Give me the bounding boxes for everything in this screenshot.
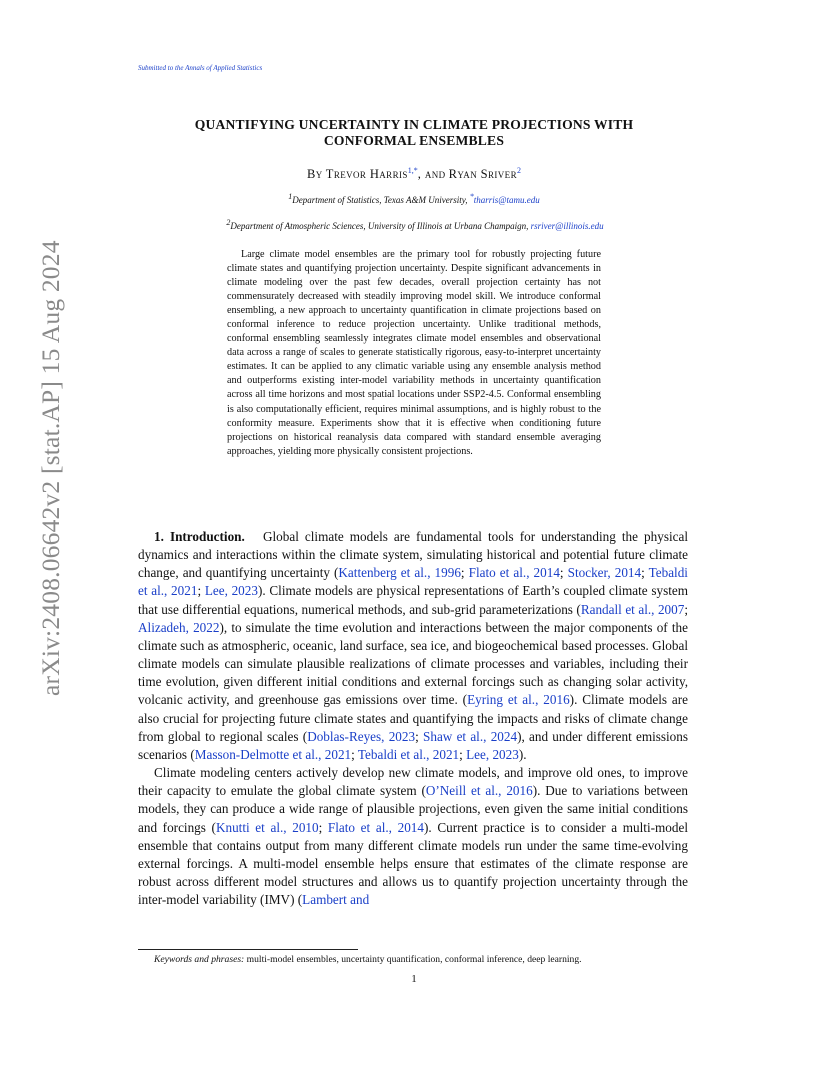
citation-separator: ; <box>415 728 424 744</box>
p1-text-1: Global climate models are fundamental tools for understanding the physical dynamics and interactions within the climate system, simulating historical and potential future climate change, and quantifying uncertainty ( <box>138 529 689 581</box>
author-line <box>140 167 688 182</box>
affiliation-1-number: 1 <box>288 192 293 201</box>
affiliation-2 <box>120 218 710 231</box>
citation-link[interactable]: Flato et al., 2014 <box>327 819 424 835</box>
author-and: , and <box>417 167 446 181</box>
p1-text-6: ). <box>518 746 527 762</box>
affiliation-1-star: * <box>469 192 474 201</box>
keywords-text: multi-model ensembles, uncertainty quantification, conformal inference, deep learning. <box>246 954 582 965</box>
affiliation-2-number: 2 <box>226 218 231 227</box>
keywords-footnote <box>138 954 688 965</box>
citation-separator: ; <box>684 601 688 617</box>
citation-separator: ; <box>559 565 568 581</box>
citation-link[interactable]: Lee, 2023 <box>466 746 519 762</box>
citation-separator: ; <box>318 819 328 835</box>
citation-link[interactable]: Lambert and <box>302 892 370 908</box>
journal-header-note[interactable]: Submitted to the Annals of Applied Statistics <box>138 64 263 72</box>
arxiv-identifier-stamp <box>36 240 65 716</box>
p1-text-4: ). Climate models are also crucial for projecting future climate states and quantifying the impacts and risks of climate change from global to regional scales ( <box>138 692 688 744</box>
footnote-divider <box>138 949 358 950</box>
p2-text-1: Climate modeling centers actively develop new climate models, and improve old ones, to improve their capacity to emulate the global climate system ( <box>138 765 688 799</box>
author-by: By <box>307 167 323 181</box>
citation-link[interactable]: Flato et al., 2014 <box>468 565 560 581</box>
p1-text-3: ), to simulate the time evolution and interactions between the major components of the climate such as atmospheric, oceanic, land surface, sea ice, and biogeochemical based processes. Global climate models can simulate plausible realizations of climate processes and variables, including their time evolution, given different initial conditions and external forcings such as changing solar activity, volcanic activity, and greenhouse gas emissions over time. ( <box>138 619 688 708</box>
affiliation-2-text: Department of Atmospheric Sciences, University of Illinois at Urbana Champaign, <box>230 221 529 231</box>
p2-text-2: ). Due to variations between models, they can produce a wide range of plausible projections, even given the same initial conditions and forcings ( <box>138 783 688 835</box>
affiliation-1-text: Department of Statistics, Texas A&M University, <box>292 195 468 205</box>
citation-link[interactable]: Knutti et al., 2010 <box>215 819 319 835</box>
intro-paragraph-1 <box>138 528 688 764</box>
citation-link[interactable]: Eyring et al., 2016 <box>467 692 570 708</box>
citation-link[interactable]: Doblas-Reyes, 2023 <box>307 728 416 744</box>
citation-link[interactable]: Masson-Delmotte et al., 2021 <box>194 746 352 762</box>
citation-link[interactable]: Lee, 2023 <box>204 583 258 599</box>
section-heading: 1. Introduction. <box>154 529 245 544</box>
citation-link[interactable]: Randall et al., 2007 <box>580 601 685 617</box>
affiliation-1 <box>140 192 688 205</box>
abstract: Large climate model ensembles are the primary tool for robustly projecting future climate states and quantifying projection uncertainty. Despite significant advancements in climate modeling over the past few decades, overall projection certainty has not commensurately decreased with steadily improving model skill. We introduce conformal ensembling, a new approach to uncertainty quantification in climate projections based on conformal inference to reduce projection uncertainty. Unlike traditional methods, conformal ensembling seamlessly integrates climate model ensembles and observational data across a range of scales to generate statistically rigorous, easy-to-interpret uncertainty estimates. It can be applied to any climatic variable using any ensemble analysis method and outperforms existing inter-model variability methods in uncertainty quantification across all time horizons and most spatial locations under SSP2-4.5. Conformal ensembling is also computationally efficient, requires minimal assumptions, and is highly robust to the conformity measure. Experiments show that it is effective when conditioning future projections on historical reanalysis data compared with standard ensemble averaging approaches, yielding more physically consistent projections. <box>227 249 601 457</box>
affiliation-1-email-link[interactable]: tharris@tamu.edu <box>473 195 540 205</box>
citation-separator: ; <box>459 746 467 762</box>
citation-separator: ; <box>197 583 205 599</box>
citation-separator: ; <box>460 565 469 581</box>
p2-text-3: ). Current practice is to consider a multi-model ensemble that contains output from many different climate models run under the same time-evolving external forcings. A multi-model ensemble helps ensure that estimates of the climate response are robust across different model structures and allows us to quantify projection uncertainty through the inter-model variability (IMV) ( <box>138 819 688 908</box>
citation-link[interactable]: Tebaldi et al., 2021 <box>357 746 460 762</box>
introduction-section <box>138 528 688 909</box>
intro-paragraph-2 <box>138 764 688 909</box>
citation-link[interactable]: O’Neill et al., 2016 <box>425 783 533 799</box>
author-1-name: Trevor Harris <box>325 167 408 181</box>
author-2-name: Ryan Sriver <box>448 167 517 181</box>
citation-link[interactable]: Alizadeh, 2022 <box>138 619 220 635</box>
citation-link[interactable]: Shaw et al., 2024 <box>423 728 518 744</box>
citation-separator: ; <box>351 746 358 762</box>
arxiv-identifier-text: arXiv:2408.06642v2 [stat.AP] 15 Aug 2024 <box>36 240 65 696</box>
citation-link[interactable]: Tebaldi et al., 2021 <box>138 565 688 599</box>
title-line-1: QUANTIFYING UNCERTAINTY IN CLIMATE PROJECTIONS WITH <box>194 117 634 132</box>
title-line-2: CONFORMAL ENSEMBLES <box>323 133 505 148</box>
author-1-affiliation-mark[interactable]: 1,* <box>407 165 418 175</box>
author-2-affiliation-mark[interactable]: 2 <box>516 165 521 175</box>
paper-title <box>140 117 688 149</box>
p1-text-2: ). Climate models are physical representations of Earth’s coupled climate system that use differential equations, numerical methods, and sub-grid parameterizations ( <box>138 583 688 617</box>
affiliation-2-email-link[interactable]: rsriver@illinois.edu <box>530 221 604 231</box>
p1-text-5: ), and under different emissions scenarios ( <box>138 728 689 762</box>
page-number: 1 <box>411 973 417 985</box>
citation-link[interactable]: Kattenberg et al., 1996 <box>338 565 461 581</box>
keywords-label: Keywords and phrases: <box>154 954 245 965</box>
citation-link[interactable]: Stocker, 2014 <box>567 565 642 581</box>
citation-separator: ; <box>641 565 649 581</box>
